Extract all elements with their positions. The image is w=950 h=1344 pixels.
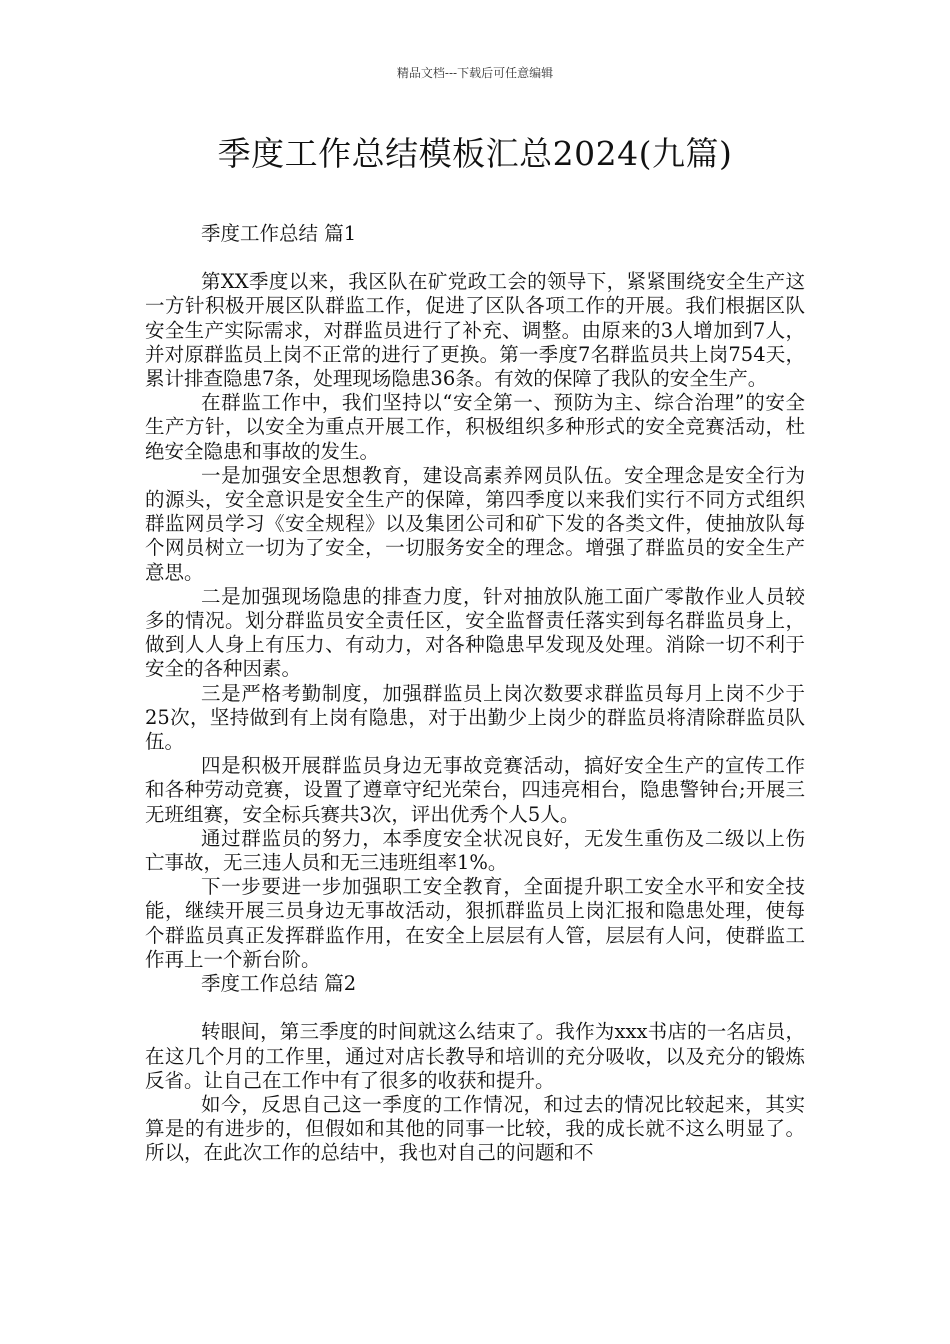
- paragraph: 二是加强现场隐患的排查力度，针对抽放队施工面广零散作业人员较多的情况。划分群监员安全责任区，安全监督责任落实到每名群监员身上，做到人人身上有压力、有动力，对各种隐患早发现及处理。消除一切不利于安全的各种因素。: [145, 584, 805, 681]
- page-header: 精品文档---下载后可任意编辑: [396, 66, 554, 80]
- paragraph: 通过群监员的努力，本季度安全状况良好，无发生重伤及二级以上伤亡事故，无三违人员和无三违班组率1%。: [145, 826, 805, 875]
- paragraph: 下一步要进一步加强职工安全教育，全面提升职工安全水平和安全技能，继续开展三员身边无事故活动，狠抓群监员上岗汇报和隐患处理，使每个群监员真正发挥群监作用，在安全上层层有人管，层层有人问，使群监工作再上一个新台阶。: [145, 875, 805, 971]
- paragraph: 转眼间，第三季度的时间就这么结束了。我作为xxx书店的一名店员，在这几个月的工作里，通过对店长教导和培训的充分吸收，以及充分的锻炼反省。让自己在工作中有了很多的收获和提升。: [145, 1020, 805, 1092]
- section-1: [145, 222, 805, 972]
- paragraph: 如今，反思自己这一季度的工作情况，和过去的情况比较起来，其实算是的有进步的，但假如和其他的同事一比较，我的成长就不这么明显了。所以，在此次工作的总结中，我也对自己的问题和不: [145, 1092, 805, 1165]
- document-title: 季度工作总结模板汇总2024(九篇): [217, 134, 733, 173]
- paragraph: 三是严格考勤制度，加强群监员上岗次数要求群监员每月上岗不少于25次，坚持做到有上岗有隐患，对于出勤少上岗少的群监员将清除群监员队伍。: [145, 681, 805, 754]
- paragraph: 一是加强安全思想教育，建设高素养网员队伍。安全理念是安全行为的源头，安全意识是安全生产的保障，第四季度以来我们实行不同方式组织群监网员学习《安全规程》以及集团公司和矿下发的各类文件，使抽放队每个网员树立一切为了安全，一切服务安全的理念。增强了群监员的安全生产意思。: [145, 463, 805, 584]
- section-2: [145, 972, 805, 1165]
- section-heading: 季度工作总结 篇2: [201, 972, 357, 996]
- section-heading: 季度工作总结 篇1: [201, 222, 357, 245]
- paragraph: 第XX季度以来，我区队在矿党政工会的领导下，紧紧围绕安全生产这一方针积极开展区队群监工作，促进了区队各项工作的开展。我们根据区队安全生产实际需求，对群监员进行了补充、调整。由原来的3人增加到7人，并对原群监员上岗不正常的进行了更换。第一季度7名群监员共上岗754天，累计排查隐患7条，处理现场隐患36条。有效的保障了我队的安全生产。: [145, 270, 805, 391]
- paragraph: 在群监工作中，我们坚持以“安全第一、预防为主、综合治理”的安全生产方针，以安全为重点开展工作，积极组织多种形式的安全竞赛活动，杜绝安全隐患和事故的发生。: [145, 391, 805, 463]
- document-body: [145, 222, 805, 1166]
- paragraph: 四是积极开展群监员身边无事故竞赛活动，搞好安全生产的宣传工作和各种劳动竞赛，设置了遵章守纪光荣台，四违亮相台，隐患警钟台;开展三无班组赛，安全标兵赛共3次，评出优秀个人5人。: [145, 754, 805, 826]
